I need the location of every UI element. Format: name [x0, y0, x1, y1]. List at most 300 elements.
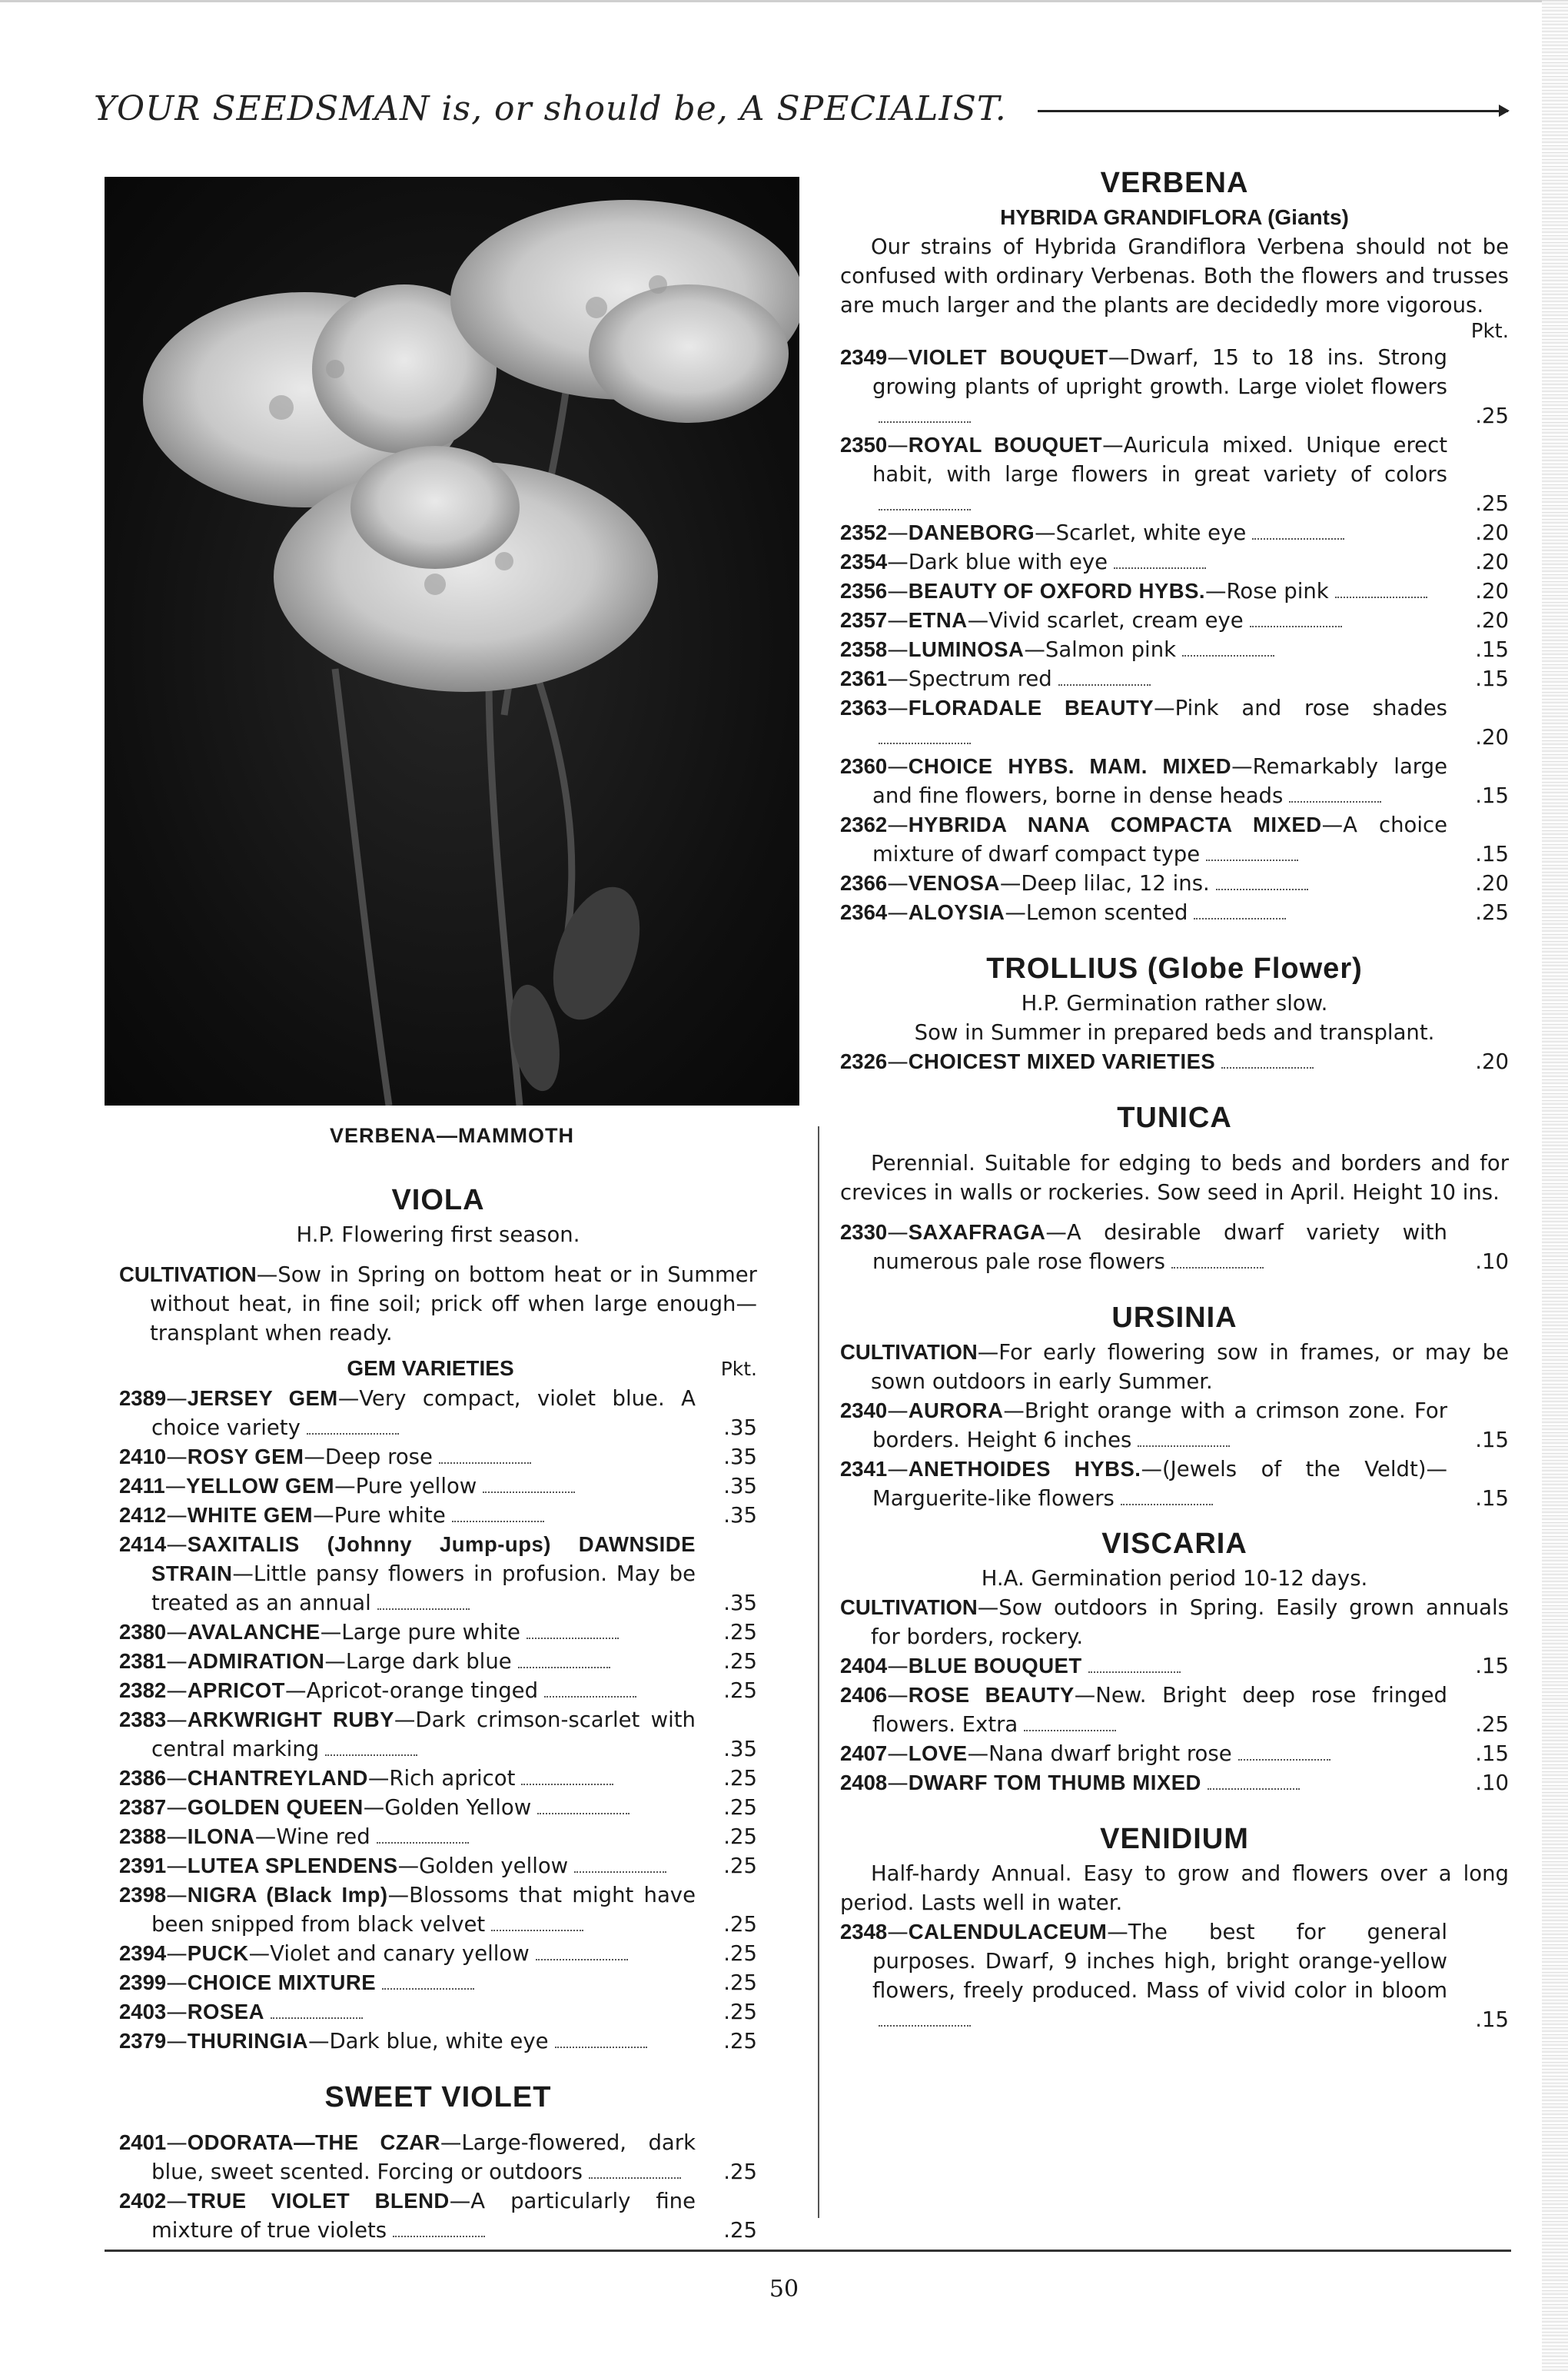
catalog-item: [840, 577, 1509, 606]
item-number: 2414: [119, 1532, 167, 1556]
left-column: [119, 1180, 757, 2245]
dot-leader: [555, 2043, 647, 2048]
dot-leader: [307, 1430, 399, 1435]
item-description: 2350—ROYAL BOUQUET—Auricula mixed. Unique erect habit, with large flowers in great variety of colors: [840, 431, 1447, 518]
item-number: 2330: [840, 1220, 888, 1244]
item-number: 2348: [840, 1920, 888, 1944]
item-description: 2398—NIGRA (Black Imp)—Blossoms that might have been snipped from black velvet: [119, 1883, 696, 1937]
gem-varieties-header: [119, 1354, 757, 1384]
item-number: 2364: [840, 900, 888, 924]
item-description: 2354—Dark blue with eye: [840, 547, 1447, 577]
item-number: 2403: [119, 2000, 167, 2023]
dot-leader: [879, 506, 971, 510]
item-text: Large-flowered, dark blue, sweet scented. Forcing or outdoors: [151, 2130, 696, 2184]
dot-leader: [325, 1751, 417, 1756]
item-text: Violet and canary yellow: [270, 1941, 530, 1966]
item-name: TRUE VIOLET BLEND: [187, 2189, 450, 2213]
pkt-label: Pkt.: [720, 1358, 757, 1380]
item-price: .35: [723, 1415, 757, 1440]
catalog-item: [840, 635, 1509, 664]
item-name: ILONA: [187, 1824, 255, 1848]
item-number: 2410: [119, 1445, 167, 1468]
item-text: Golden yellow: [419, 1854, 569, 1878]
item-price: .35: [723, 1474, 757, 1498]
item-text: Dark blue, white eye: [329, 2029, 549, 2053]
catalog-item: [840, 664, 1509, 693]
section-verbena: [840, 163, 1509, 927]
catalog-item: [119, 1968, 757, 1997]
scan-edge-grain: [1542, 0, 1568, 2371]
item-price: .10: [1475, 1771, 1509, 1795]
item-number: 2379: [119, 2029, 167, 2053]
item-description: 2348—CALENDULACEUM—The best for general purposes. Dwarf, 9 inches high, bright orange-yellow flowers, freely produced. Mass of vivid color in bloom: [840, 1917, 1447, 2034]
item-description: 2358—LUMINOSA—Salmon pink: [840, 635, 1447, 664]
dot-leader: [377, 1605, 470, 1610]
item-price: .15: [1475, 1486, 1509, 1511]
section-title: SWEET VIOLET: [324, 2081, 552, 2113]
item-list: [119, 2128, 757, 2245]
item-description: 2387—GOLDEN QUEEN—Golden Yellow: [119, 1793, 696, 1822]
section-intro: Our strains of Hybrida Grandiflora Verbena should not be confused with ordinary Verbenas. Both the flowers and trusses are much larger and the plants are decidedly more vigorous.: [840, 234, 1509, 318]
section-title: TUNICA: [1117, 1102, 1232, 1134]
item-name: ETNA: [908, 608, 968, 632]
item-number: 2363: [840, 696, 888, 720]
item-name: CHOICE HYBS. MAM. MIXED: [908, 754, 1232, 778]
catalog-item: [840, 431, 1509, 518]
leaf-cluster: [503, 875, 656, 1095]
item-list: [840, 1917, 1509, 2034]
item-name: ARKWRIGHT RUBY: [187, 1708, 394, 1731]
section-viola: [119, 1180, 757, 2056]
item-name: CALENDULACEUM: [908, 1920, 1108, 1944]
item-name: PUCK: [187, 1941, 249, 1965]
catalog-item: [840, 343, 1509, 431]
dot-leader: [1114, 564, 1206, 569]
item-number: 2387: [119, 1795, 167, 1819]
catalog-item: [119, 1676, 757, 1705]
dot-leader: [879, 2022, 971, 2027]
item-name: ROYAL BOUQUET: [908, 433, 1103, 457]
item-description: 2352—DANEBORG—Scarlet, white eye: [840, 518, 1447, 547]
section-ursinia: [840, 1298, 1509, 1513]
item-price: .20: [1475, 579, 1509, 604]
catalog-item: [119, 1647, 757, 1676]
dot-leader: [589, 2174, 681, 2179]
item-number: 2358: [840, 637, 888, 661]
item-price: .25: [723, 1824, 757, 1849]
section-tunica: [840, 1098, 1509, 1276]
cultivation-note: CULTIVATION—For early flowering sow in frames, or may be sown outdoors in early Summer.: [840, 1340, 1509, 1394]
item-name: ROSY GEM: [187, 1445, 304, 1468]
item-description: 2389—JERSEY GEM—Very compact, violet blue. A choice variety: [119, 1386, 696, 1440]
section-viscaria: [840, 1524, 1509, 1797]
pkt-column-header: [840, 320, 1509, 343]
photo-caption: VERBENA—MAMMOTH: [330, 1124, 574, 1147]
item-price: .25: [723, 1912, 757, 1937]
section-sweet-violet: [119, 2077, 757, 2245]
dot-leader: [1250, 623, 1342, 627]
item-text: A desirable dwarf variety with numerous pale rose flowers: [872, 1220, 1447, 1274]
item-list: [840, 1651, 1509, 1797]
item-number: 2401: [119, 2130, 167, 2154]
item-text: Large pure white: [341, 1620, 520, 1644]
item-description: 2379—THURINGIA—Dark blue, white eye: [119, 2027, 696, 2056]
catalog-item: [119, 1851, 757, 1881]
section-note: H.P. Germination rather slow.: [1021, 991, 1328, 1016]
item-price: .20: [1475, 550, 1509, 574]
catalog-item: [119, 1705, 757, 1764]
item-number: 2391: [119, 1854, 167, 1877]
item-description: 2399—CHOICE MIXTURE: [119, 1968, 696, 1997]
section-trollius: [840, 949, 1509, 1076]
item-price: .25: [723, 1620, 757, 1644]
item-name: AVALANCHE: [187, 1620, 321, 1644]
dot-leader: [1058, 681, 1151, 686]
catalog-item: [119, 1384, 757, 1442]
item-name: DWARF TOM THUMB MIXED: [908, 1771, 1201, 1794]
item-price: .20: [1475, 871, 1509, 896]
catalog-item: [840, 1396, 1509, 1455]
item-number: 2362: [840, 813, 888, 836]
flower-illustration: [105, 177, 799, 1106]
item-name: GOLDEN QUEEN: [187, 1795, 364, 1819]
item-name: NIGRA (Black Imp): [187, 1883, 388, 1907]
item-name: AURORA: [908, 1398, 1004, 1422]
item-list: [840, 1047, 1509, 1076]
right-column: [840, 163, 1509, 2034]
catalog-item: [119, 1881, 757, 1939]
dot-leader: [544, 1693, 636, 1698]
column-divider: [818, 1126, 819, 2218]
arrow-right-icon: [1038, 110, 1508, 112]
item-number: 2382: [119, 1678, 167, 1702]
item-name: ROSEA: [187, 2000, 264, 2023]
cultivation-label: CULTIVATION: [840, 1595, 978, 1619]
cultivation-text: Sow in Spring on bottom heat or in Summer without heat, in fine soil; prick off when large enough—transplant when ready.: [150, 1262, 757, 1345]
section-note: H.A. Germination period 10-12 days.: [981, 1566, 1368, 1591]
item-text: Dwarf, 15 to 18 ins. Strong growing plants of upright growth. Large violet flowers: [872, 345, 1447, 399]
section-title: VENIDIUM: [1100, 1823, 1249, 1855]
item-price: .15: [1475, 2007, 1509, 2032]
item-description: 2364—ALOYSIA—Lemon scented: [840, 898, 1447, 927]
dot-leader: [574, 1868, 666, 1873]
dot-leader: [1289, 798, 1381, 803]
item-description: 2330—SAXAFRAGA—A desirable dwarf variety with numerous pale rose flowers: [840, 1220, 1447, 1274]
item-list: [119, 1384, 757, 2056]
item-name: ROSE BEAUTY: [908, 1683, 1075, 1707]
item-number: 2381: [119, 1649, 167, 1673]
item-text: (Jewels of the Veldt)—Marguerite-like flowers: [872, 1457, 1447, 1511]
item-price: .25: [1475, 900, 1509, 925]
item-number: 2349: [840, 345, 888, 369]
item-price: .25: [723, 1795, 757, 1820]
dot-leader: [1171, 1264, 1264, 1269]
item-description: 2394—PUCK—Violet and canary yellow: [119, 1939, 696, 1968]
dot-leader: [483, 1488, 575, 1493]
pkt-label: Pkt.: [1470, 320, 1509, 343]
item-name: CHOICE MIXTURE: [187, 1970, 377, 1994]
item-name: VENOSA: [908, 871, 1000, 895]
item-text: A choice mixture of dwarf compact type: [872, 813, 1448, 866]
item-price: .25: [723, 2000, 757, 2024]
item-text: Scarlet, white eye: [1055, 520, 1247, 545]
dot-leader: [1206, 856, 1298, 861]
item-price: .25: [723, 2029, 757, 2053]
item-number: 2394: [119, 1941, 167, 1965]
header-slogan: YOUR SEEDSMAN is, or should be, A SPECIALIST.: [94, 88, 1007, 128]
item-description: 2411—YELLOW GEM—Pure yellow: [119, 1471, 696, 1501]
item-description: 2326—CHOICEST MIXED VARIETIES: [840, 1047, 1447, 1076]
item-text: Auricula mixed. Unique erect habit, with large flowers in great variety of colors: [872, 433, 1447, 487]
page-header: [94, 81, 1508, 135]
section-intro: Perennial. Suitable for edging to beds and borders and for crevices in walls or rockeries. Sow seed in April. Height 10 ins.: [840, 1151, 1509, 1205]
catalog-item: [119, 2186, 757, 2245]
item-number: 2357: [840, 608, 888, 632]
item-text: Nana dwarf bright rose: [988, 1741, 1232, 1766]
cultivation-note: CULTIVATION—Sow outdoors in Spring. Easily grown annuals for borders, rockery.: [840, 1595, 1509, 1649]
dot-leader: [527, 1634, 619, 1639]
item-description: 2357—ETNA—Vivid scarlet, cream eye: [840, 606, 1447, 635]
item-name: APRICOT: [187, 1678, 285, 1702]
item-number: 2356: [840, 579, 888, 603]
item-number: 2361: [840, 667, 888, 690]
dot-leader: [1138, 1442, 1230, 1447]
item-text: Deep rose: [324, 1445, 433, 1469]
item-number: 2366: [840, 871, 888, 895]
item-text: Golden Yellow: [384, 1795, 532, 1820]
item-price: .35: [723, 1591, 757, 1615]
item-number: 2360: [840, 754, 888, 778]
section-title: VIOLA: [391, 1184, 485, 1216]
item-description: 2412—WHITE GEM—Pure white: [119, 1501, 696, 1530]
item-name: DANEBORG: [908, 520, 1035, 544]
item-description: 2391—LUTEA SPLENDENS—Golden yellow: [119, 1851, 696, 1881]
dot-leader: [1182, 652, 1274, 657]
item-price: .20: [1475, 520, 1509, 545]
item-description: 2388—ILONA—Wine red: [119, 1822, 696, 1851]
catalog-item: [119, 2128, 757, 2186]
dot-leader: [536, 1956, 628, 1960]
catalog-item: [840, 693, 1509, 752]
section-title: VISCARIA: [1101, 1528, 1247, 1560]
item-text: Apricot-orange tinged: [306, 1678, 539, 1703]
item-number: 2341: [840, 1457, 888, 1481]
item-description: 2349—VIOLET BOUQUET—Dwarf, 15 to 18 ins. Strong growing plants of upright growth. Large violet flowers: [840, 343, 1447, 431]
item-description: 2363—FLORADALE BEAUTY—Pink and rose shades: [840, 693, 1447, 752]
catalog-item: [119, 1618, 757, 1647]
catalog-item: [840, 1917, 1509, 2034]
item-price: .25: [1475, 1712, 1509, 1737]
dot-leader: [452, 1518, 544, 1522]
item-price: .25: [723, 2160, 757, 2184]
catalog-item: [119, 1501, 757, 1530]
item-description: 2380—AVALANCHE—Large pure white: [119, 1618, 696, 1647]
item-description: 2404—BLUE BOUQUET: [840, 1651, 1447, 1681]
section-title: VERBENA: [1100, 167, 1249, 199]
item-text: Pink and rose shades: [1174, 696, 1447, 720]
item-name: ANETHOIDES HYBS.: [908, 1457, 1141, 1481]
item-number: 2412: [119, 1503, 167, 1527]
item-text: Little pansy flowers in profusion. May be treated as an annual: [151, 1561, 696, 1615]
dot-leader: [491, 1927, 583, 1931]
item-description: 2386—CHANTREYLAND—Rich apricot: [119, 1764, 696, 1793]
cultivation-text: Sow outdoors in Spring. Easily grown annuals for borders, rockery.: [871, 1595, 1509, 1649]
item-number: 2386: [119, 1766, 167, 1790]
bottom-rule: [105, 2250, 1511, 2252]
item-number: 2402: [119, 2189, 167, 2213]
dot-leader: [439, 1459, 531, 1464]
catalog-item: [840, 1739, 1509, 1768]
item-text: Rose pink: [1226, 579, 1329, 604]
dot-leader: [1088, 1668, 1181, 1673]
dot-leader: [521, 1781, 613, 1785]
section-title: URSINIA: [1111, 1302, 1237, 1334]
item-text: A particularly fine mixture of true violets: [151, 2189, 696, 2243]
item-number: 2383: [119, 1708, 167, 1731]
item-price: .25: [723, 1941, 757, 1966]
item-text: Very compact, violet blue. A choice variety: [151, 1386, 696, 1440]
item-number: 2350: [840, 433, 888, 457]
cultivation-label: CULTIVATION: [119, 1262, 257, 1286]
item-description: 2356—BEAUTY OF OXFORD HYBS.—Rose pink: [840, 577, 1447, 606]
item-description: 2408—DWARF TOM THUMB MIXED: [840, 1768, 1447, 1797]
section-intro: Half-hardy Annual. Easy to grow and flowers over a long period. Lasts well in water.: [840, 1861, 1509, 1915]
item-description: 2361—Spectrum red: [840, 664, 1447, 693]
item-name: SAXITALIS (Johnny Jump-ups) DAWNSIDE STRAIN: [151, 1532, 696, 1585]
cultivation-text: For early flowering sow in frames, or may be sown outdoors in early Summer.: [871, 1340, 1509, 1394]
item-number: 2408: [840, 1771, 888, 1794]
item-text: Large dark blue: [345, 1649, 512, 1674]
item-list: [840, 1218, 1509, 1276]
flower-heads: [143, 200, 799, 692]
item-name: WHITE GEM: [187, 1503, 314, 1527]
item-number: 2389: [119, 1386, 167, 1410]
dot-leader: [1335, 594, 1427, 598]
item-price: .35: [723, 1445, 757, 1469]
item-number: 2388: [119, 1824, 167, 1848]
item-name: CHANTREYLAND: [187, 1766, 368, 1790]
item-description: 2381—ADMIRATION—Large dark blue: [119, 1647, 696, 1676]
item-text: Lemon scented: [1025, 900, 1188, 925]
item-description: 2406—ROSE BEAUTY—New. Bright deep rose fringed flowers. Extra: [840, 1683, 1447, 1737]
item-text: New. Bright deep rose fringed flowers. Extra: [872, 1683, 1447, 1737]
item-description: 2407—LOVE—Nana dwarf bright rose: [840, 1739, 1447, 1768]
catalog-item: [119, 1764, 757, 1793]
item-name: HYBRIDA NANA COMPACTA MIXED: [908, 813, 1322, 836]
item-list: [840, 1396, 1509, 1513]
dot-leader: [537, 1810, 630, 1814]
item-number: 2380: [119, 1620, 167, 1644]
item-description: 2402—TRUE VIOLET BLEND—A particularly fine mixture of true violets: [119, 2189, 696, 2243]
dot-leader: [1194, 915, 1286, 919]
item-name: ADMIRATION: [187, 1649, 325, 1673]
item-name: LUTEA SPLENDENS: [187, 1854, 398, 1877]
dot-leader: [1208, 1785, 1300, 1790]
item-price: .25: [723, 2218, 757, 2243]
catalog-item: [840, 518, 1509, 547]
item-text: The best for general purposes. Dwarf, 9 inches high, bright orange-yellow flowers, freely produced. Mass of vivid color in bloom: [872, 1920, 1447, 2003]
dot-leader: [518, 1664, 610, 1668]
item-text: Spectrum red: [908, 667, 1052, 691]
item-name: LOVE: [908, 1741, 968, 1765]
item-name: FLORADALE BEAUTY: [908, 696, 1154, 720]
catalog-item: [119, 1822, 757, 1851]
dot-leader: [1252, 535, 1344, 540]
item-price: .25: [1475, 491, 1509, 516]
item-number: 2340: [840, 1398, 888, 1422]
section-subtitle: HYBRIDA GRANDIFLORA (Giants): [1000, 205, 1349, 229]
item-number: 2411: [119, 1474, 165, 1498]
item-name: LUMINOSA: [908, 637, 1025, 661]
item-description: 2414—SAXITALIS (Johnny Jump-ups) DAWNSIDE STRAIN—Little pansy flowers in profusion. May be treated as an annual: [119, 1532, 696, 1615]
dot-leader: [382, 1985, 474, 1990]
item-price: .15: [1475, 842, 1509, 866]
item-name: BLUE BOUQUET: [908, 1654, 1082, 1678]
item-price: .15: [1475, 667, 1509, 691]
item-name: ODORATA—THE CZAR: [187, 2130, 440, 2154]
item-name: ALOYSIA: [908, 900, 1005, 924]
catalog-item: [840, 810, 1509, 869]
item-number: 2404: [840, 1654, 888, 1678]
item-name: YELLOW GEM: [186, 1474, 335, 1498]
item-name: BEAUTY OF OXFORD HYBS.: [908, 579, 1206, 603]
item-number: 2352: [840, 520, 888, 544]
catalog-item: [119, 1530, 757, 1618]
item-text: Vivid scarlet, cream eye: [988, 608, 1244, 633]
item-name: CHOICEST MIXED VARIETIES: [908, 1049, 1216, 1073]
item-number: 2399: [119, 1970, 167, 1994]
item-price: .25: [723, 1970, 757, 1995]
item-price: .25: [1475, 404, 1509, 428]
item-description: 2360—CHOICE HYBS. MAM. MIXED—Remarkably large and fine flowers, borne in dense heads: [840, 754, 1447, 808]
gem-varieties-label: GEM VARIETIES: [347, 1356, 514, 1380]
item-name: JERSEY GEM: [187, 1386, 338, 1410]
item-name: THURINGIA: [187, 2029, 308, 2053]
item-price: .25: [723, 1854, 757, 1878]
item-text: Dark blue with eye: [908, 550, 1108, 574]
item-price: .20: [1475, 725, 1509, 750]
item-number: 2326: [840, 1049, 888, 1073]
page-number: 50: [769, 2276, 799, 2303]
item-number: 2407: [840, 1741, 888, 1765]
item-name: VIOLET BOUQUET: [908, 345, 1108, 369]
dot-leader: [393, 2233, 485, 2237]
dot-leader: [879, 740, 971, 744]
dot-leader: [1216, 886, 1308, 890]
item-description: 2366—VENOSA—Deep lilac, 12 ins.: [840, 869, 1447, 898]
catalog-item: [119, 1442, 757, 1471]
item-description: 2340—AURORA—Bright orange with a crimson zone. For borders. Height 6 inches: [840, 1398, 1447, 1452]
item-description: 2401—ODORATA—THE CZAR—Large-flowered, dark blue, sweet scented. Forcing or outdoors: [119, 2130, 696, 2184]
dot-leader: [1221, 1064, 1314, 1069]
dot-leader: [1024, 1727, 1116, 1731]
catalog-item: [840, 1047, 1509, 1076]
catalog-item: [119, 1939, 757, 1968]
section-note: H.P. Flowering first season.: [296, 1222, 580, 1247]
item-text: Deep lilac, 12 ins.: [1021, 871, 1210, 896]
item-price: .15: [1475, 1428, 1509, 1452]
catalog-item: [840, 752, 1509, 810]
item-price: .10: [1475, 1249, 1509, 1274]
dot-leader: [879, 418, 971, 423]
item-price: .15: [1475, 637, 1509, 662]
catalog-item: [840, 547, 1509, 577]
item-number: 2354: [840, 550, 888, 574]
section-note: Sow in Summer in prepared beds and transplant.: [914, 1020, 1435, 1045]
catalog-item: [840, 1455, 1509, 1513]
item-text: Remarkably large and fine flowers, borne in dense heads: [872, 754, 1447, 808]
item-text: Rich apricot: [389, 1766, 516, 1791]
